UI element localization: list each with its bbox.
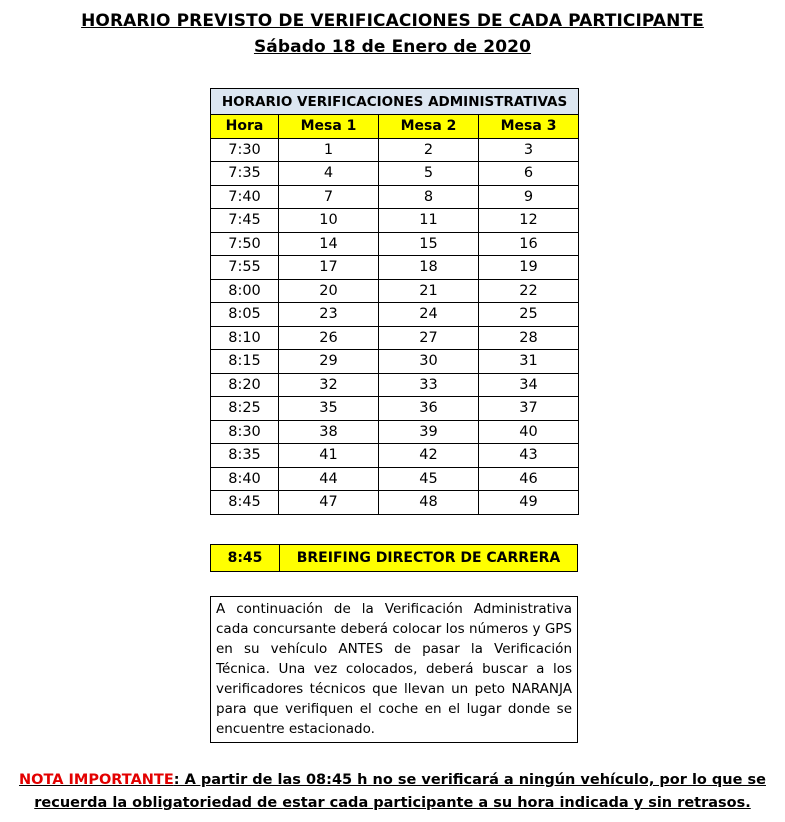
cell-hora: 8:10 (211, 326, 279, 350)
cell-mesa-3: 3 (479, 138, 579, 162)
cell-mesa-1: 23 (279, 303, 379, 327)
cell-hora: 8:25 (211, 397, 279, 421)
briefing-time: 8:45 (227, 550, 263, 566)
cell-hora: 7:50 (211, 232, 279, 256)
column-header-mesa-1: Mesa 1 (279, 115, 379, 139)
cell-mesa-1: 47 (279, 491, 379, 515)
cell-hora: 7:55 (211, 256, 279, 280)
cell-mesa-3: 40 (479, 420, 579, 444)
cell-mesa-3: 6 (479, 162, 579, 186)
cell-hora: 7:35 (211, 162, 279, 186)
table-row (211, 162, 579, 186)
cell-mesa-2: 21 (379, 279, 479, 303)
cell-hora: 7:40 (211, 185, 279, 209)
cell-hora: 8:40 (211, 467, 279, 491)
cell-hora: 8:45 (211, 491, 279, 515)
cell-mesa-2: 33 (379, 373, 479, 397)
cell-hora: 7:45 (211, 209, 279, 233)
table-row (211, 256, 579, 280)
cell-mesa-2: 2 (379, 138, 479, 162)
table-row (211, 209, 579, 233)
table-row (211, 279, 579, 303)
briefing-row (210, 544, 578, 572)
cell-hora: 8:20 (211, 373, 279, 397)
schedule-body (211, 138, 579, 514)
cell-mesa-1: 17 (279, 256, 379, 280)
cell-mesa-2: 39 (379, 420, 479, 444)
cell-hora: 8:30 (211, 420, 279, 444)
cell-mesa-2: 18 (379, 256, 479, 280)
table-row (211, 185, 579, 209)
table-row (211, 326, 579, 350)
cell-mesa-1: 44 (279, 467, 379, 491)
table-row (211, 420, 579, 444)
cell-mesa-1: 26 (279, 326, 379, 350)
cell-mesa-1: 38 (279, 420, 379, 444)
cell-hora: 8:00 (211, 279, 279, 303)
schedule-section-title: HORARIO VERIFICACIONES ADMINISTRATIVAS (211, 89, 579, 115)
table-row (211, 373, 579, 397)
cell-mesa-2: 45 (379, 467, 479, 491)
cell-mesa-2: 15 (379, 232, 479, 256)
table-row (211, 232, 579, 256)
column-header-mesa-3: Mesa 3 (479, 115, 579, 139)
table-row (211, 467, 579, 491)
cell-mesa-1: 35 (279, 397, 379, 421)
cell-mesa-1: 32 (279, 373, 379, 397)
important-notice (0, 769, 785, 815)
cell-mesa-2: 30 (379, 350, 479, 374)
cell-mesa-1: 1 (279, 138, 379, 162)
cell-mesa-1: 14 (279, 232, 379, 256)
schedule-table (210, 88, 579, 515)
column-header-hora: Hora (211, 115, 279, 139)
cell-mesa-3: 12 (479, 209, 579, 233)
table-row (211, 303, 579, 327)
instructions-note: A continuación de la Verificación Administrativa cada concursante deberá colocar los números y GPS en su vehículo ANTES de pasar la Verificación Técnica. Una vez colocados, deberá buscar a los verificadores técnicos que llevan un peto NARANJA para que verifiquen el coche en el lugar donde se encuentre estacionado. (210, 596, 578, 743)
page-subtitle: Sábado 18 de Enero de 2020 (253, 37, 532, 57)
briefing-label: BREIFING DIRECTOR DE CARRERA (280, 545, 578, 572)
cell-hora: 7:30 (211, 138, 279, 162)
column-header-mesa-2: Mesa 2 (379, 115, 479, 139)
cell-mesa-2: 42 (379, 444, 479, 468)
table-row (211, 444, 579, 468)
cell-mesa-2: 5 (379, 162, 479, 186)
table-row (211, 491, 579, 515)
table-row (211, 350, 579, 374)
cell-mesa-3: 16 (479, 232, 579, 256)
cell-mesa-3: 28 (479, 326, 579, 350)
cell-hora: 8:35 (211, 444, 279, 468)
cell-mesa-2: 48 (379, 491, 479, 515)
cell-mesa-3: 19 (479, 256, 579, 280)
cell-mesa-3: 49 (479, 491, 579, 515)
cell-mesa-3: 37 (479, 397, 579, 421)
cell-mesa-1: 29 (279, 350, 379, 374)
cell-mesa-2: 27 (379, 326, 479, 350)
cell-hora: 8:05 (211, 303, 279, 327)
cell-mesa-1: 7 (279, 185, 379, 209)
cell-mesa-1: 4 (279, 162, 379, 186)
cell-mesa-3: 9 (479, 185, 579, 209)
cell-mesa-2: 11 (379, 209, 479, 233)
cell-mesa-2: 24 (379, 303, 479, 327)
cell-mesa-1: 10 (279, 209, 379, 233)
cell-mesa-3: 43 (479, 444, 579, 468)
page-title: HORARIO PREVISTO DE VERIFICACIONES DE CADA PARTICIPANTE (81, 11, 704, 31)
cell-mesa-2: 8 (379, 185, 479, 209)
cell-mesa-3: 22 (479, 279, 579, 303)
table-row (211, 138, 579, 162)
cell-mesa-1: 20 (279, 279, 379, 303)
important-label: NOTA IMPORTANTE (19, 772, 174, 788)
cell-mesa-1: 41 (279, 444, 379, 468)
cell-mesa-3: 25 (479, 303, 579, 327)
cell-mesa-3: 31 (479, 350, 579, 374)
important-text: : A partir de las 08:45 h no se verificará a ningún vehículo, por lo que se recuerda la obligatoriedad de estar cada participante a su hora indicada y sin retrasos. (34, 772, 766, 811)
cell-mesa-3: 46 (479, 467, 579, 491)
table-row (211, 397, 579, 421)
cell-hora: 8:15 (211, 350, 279, 374)
cell-mesa-2: 36 (379, 397, 479, 421)
cell-mesa-3: 34 (479, 373, 579, 397)
